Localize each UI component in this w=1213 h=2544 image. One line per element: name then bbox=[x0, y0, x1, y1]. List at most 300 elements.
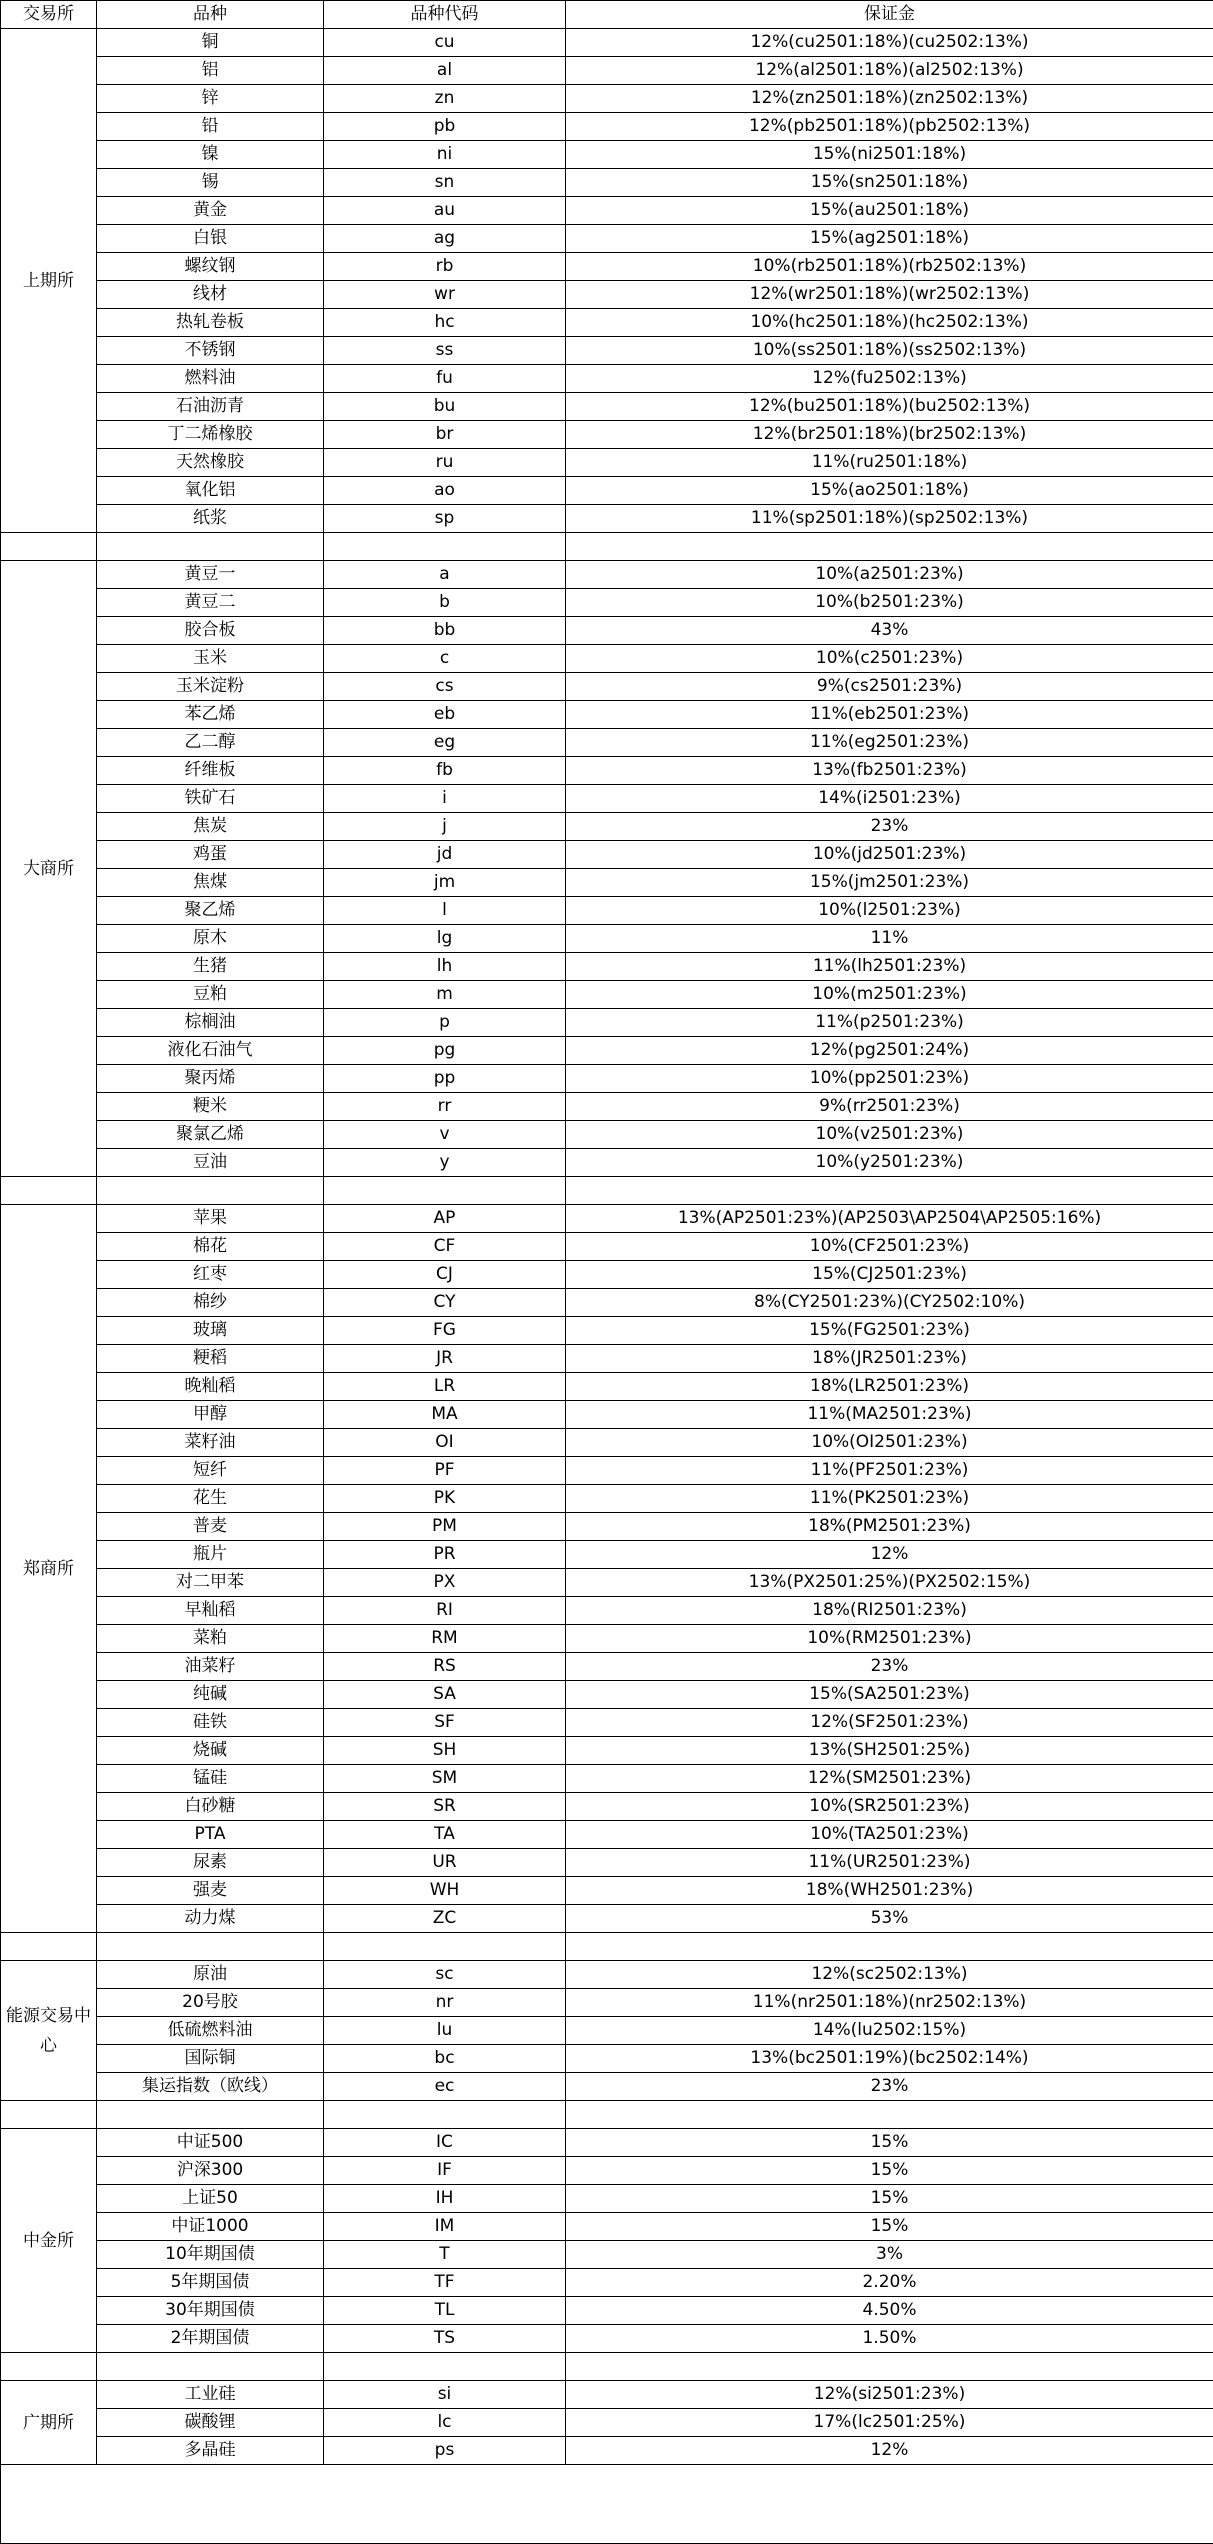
table-row bbox=[1, 953, 1213, 981]
table-row bbox=[1, 2297, 1213, 2325]
table-row bbox=[1, 1989, 1213, 2017]
margin-cell: 18%(JR2501:23%) bbox=[566, 1345, 1213, 1373]
empty-cell bbox=[566, 2353, 1213, 2381]
variety-cell: 不锈钢 bbox=[97, 337, 324, 365]
table-row bbox=[1, 2129, 1213, 2157]
margin-cell: 10%(b2501:23%) bbox=[566, 589, 1213, 617]
variety-cell: 豆油 bbox=[97, 1149, 324, 1177]
variety-cell: 铝 bbox=[97, 57, 324, 85]
empty-cell bbox=[566, 2101, 1213, 2129]
table-row bbox=[1, 2213, 1213, 2241]
margin-cell: 2.20% bbox=[566, 2269, 1213, 2297]
margin-cell: 15% bbox=[566, 2213, 1213, 2241]
code-cell: rb bbox=[324, 253, 566, 281]
table-row bbox=[1, 925, 1213, 953]
margin-cell: 12%(fu2502:13%) bbox=[566, 365, 1213, 393]
variety-cell: 尿素 bbox=[97, 1849, 324, 1877]
table-row bbox=[1, 1905, 1213, 1933]
margin-cell: 11%(p2501:23%) bbox=[566, 1009, 1213, 1037]
margin-cell: 10%(TA2501:23%) bbox=[566, 1821, 1213, 1849]
code-cell: p bbox=[324, 1009, 566, 1037]
code-cell: eg bbox=[324, 729, 566, 757]
code-cell: sc bbox=[324, 1961, 566, 1989]
table-row bbox=[1, 1261, 1213, 1289]
table-row bbox=[1, 2325, 1213, 2353]
variety-cell: 10年期国债 bbox=[97, 2241, 324, 2269]
table-row bbox=[1, 85, 1213, 113]
code-cell: PM bbox=[324, 1513, 566, 1541]
table-row bbox=[1, 309, 1213, 337]
margin-cell: 15%(au2501:18%) bbox=[566, 197, 1213, 225]
margin-table-body bbox=[1, 1, 1213, 2544]
table-row bbox=[1, 57, 1213, 85]
margin-cell: 12%(sc2502:13%) bbox=[566, 1961, 1213, 1989]
margin-cell: 13%(fb2501:23%) bbox=[566, 757, 1213, 785]
code-cell: UR bbox=[324, 1849, 566, 1877]
variety-cell: PTA bbox=[97, 1821, 324, 1849]
margin-cell: 11%(sp2501:18%)(sp2502:13%) bbox=[566, 505, 1213, 533]
code-cell: hc bbox=[324, 309, 566, 337]
variety-cell: 丁二烯橡胶 bbox=[97, 421, 324, 449]
code-cell: y bbox=[324, 1149, 566, 1177]
exchange-cell: 大商所 bbox=[1, 561, 97, 1177]
table-row bbox=[1, 1149, 1213, 1177]
variety-cell: 线材 bbox=[97, 281, 324, 309]
margin-cell: 15%(CJ2501:23%) bbox=[566, 1261, 1213, 1289]
code-cell: PK bbox=[324, 1485, 566, 1513]
empty-cell bbox=[1, 533, 97, 561]
table-row bbox=[1, 29, 1213, 57]
empty-cell bbox=[566, 1177, 1213, 1205]
variety-cell: 鸡蛋 bbox=[97, 841, 324, 869]
code-cell: b bbox=[324, 589, 566, 617]
table-row bbox=[1, 1233, 1213, 1261]
empty-cell bbox=[1, 1177, 97, 1205]
margin-cell: 10%(y2501:23%) bbox=[566, 1149, 1213, 1177]
table-row bbox=[1, 1513, 1213, 1541]
code-cell: ss bbox=[324, 337, 566, 365]
separator-row bbox=[1, 2353, 1213, 2381]
table-row bbox=[1, 1317, 1213, 1345]
code-cell: cs bbox=[324, 673, 566, 701]
variety-cell: 螺纹钢 bbox=[97, 253, 324, 281]
table-row bbox=[1, 2437, 1213, 2465]
margin-cell: 12%(pg2501:24%) bbox=[566, 1037, 1213, 1065]
variety-cell: 氧化铝 bbox=[97, 477, 324, 505]
variety-cell: 上证50 bbox=[97, 2185, 324, 2213]
code-cell: j bbox=[324, 813, 566, 841]
empty-cell bbox=[1, 2353, 97, 2381]
margin-cell: 11%(PK2501:23%) bbox=[566, 1485, 1213, 1513]
margin-cell: 11%(nr2501:18%)(nr2502:13%) bbox=[566, 1989, 1213, 2017]
code-cell: l bbox=[324, 897, 566, 925]
margin-cell: 11%(MA2501:23%) bbox=[566, 1401, 1213, 1429]
code-cell: zn bbox=[324, 85, 566, 113]
margin-cell: 23% bbox=[566, 1653, 1213, 1681]
code-cell: bc bbox=[324, 2045, 566, 2073]
margin-cell: 15%(jm2501:23%) bbox=[566, 869, 1213, 897]
variety-cell: 天然橡胶 bbox=[97, 449, 324, 477]
variety-cell: 聚乙烯 bbox=[97, 897, 324, 925]
code-cell: wr bbox=[324, 281, 566, 309]
variety-cell: 锌 bbox=[97, 85, 324, 113]
table-row bbox=[1, 2269, 1213, 2297]
margin-cell: 15%(SA2501:23%) bbox=[566, 1681, 1213, 1709]
code-cell: IC bbox=[324, 2129, 566, 2157]
empty-cell bbox=[324, 1933, 566, 1961]
code-cell: jm bbox=[324, 869, 566, 897]
table-row bbox=[1, 2241, 1213, 2269]
margin-cell: 12%(al2501:18%)(al2502:13%) bbox=[566, 57, 1213, 85]
table-row bbox=[1, 1093, 1213, 1121]
table-row bbox=[1, 1037, 1213, 1065]
table-row bbox=[1, 561, 1213, 589]
margin-cell: 15%(FG2501:23%) bbox=[566, 1317, 1213, 1345]
code-cell: ni bbox=[324, 141, 566, 169]
code-cell: br bbox=[324, 421, 566, 449]
variety-cell: 燃料油 bbox=[97, 365, 324, 393]
margin-cell: 10%(CF2501:23%) bbox=[566, 1233, 1213, 1261]
variety-cell: 玻璃 bbox=[97, 1317, 324, 1345]
table-row bbox=[1, 197, 1213, 225]
empty-cell bbox=[324, 1177, 566, 1205]
margin-cell: 11%(PF2501:23%) bbox=[566, 1457, 1213, 1485]
table-row bbox=[1, 393, 1213, 421]
code-cell: CY bbox=[324, 1289, 566, 1317]
exchange-cell: 郑商所 bbox=[1, 1205, 97, 1933]
margin-cell: 23% bbox=[566, 813, 1213, 841]
code-cell: SF bbox=[324, 1709, 566, 1737]
code-cell: OI bbox=[324, 1429, 566, 1457]
margin-cell: 11%(UR2501:23%) bbox=[566, 1849, 1213, 1877]
margin-cell: 3% bbox=[566, 2241, 1213, 2269]
empty-cell bbox=[97, 533, 324, 561]
margin-cell: 43% bbox=[566, 617, 1213, 645]
table-row bbox=[1, 1373, 1213, 1401]
code-cell: lc bbox=[324, 2409, 566, 2437]
variety-cell: 油菜籽 bbox=[97, 1653, 324, 1681]
variety-cell: 黄金 bbox=[97, 197, 324, 225]
variety-cell: 生猪 bbox=[97, 953, 324, 981]
code-cell: m bbox=[324, 981, 566, 1009]
table-row bbox=[1, 1849, 1213, 1877]
margin-cell: 11%(eb2501:23%) bbox=[566, 701, 1213, 729]
margin-cell: 15% bbox=[566, 2185, 1213, 2213]
table-row bbox=[1, 1205, 1213, 1233]
margin-cell: 12%(cu2501:18%)(cu2502:13%) bbox=[566, 29, 1213, 57]
exchange-cell: 广期所 bbox=[1, 2381, 97, 2465]
margin-cell: 11%(eg2501:23%) bbox=[566, 729, 1213, 757]
variety-cell: 动力煤 bbox=[97, 1905, 324, 1933]
table-row bbox=[1, 1709, 1213, 1737]
code-cell: ec bbox=[324, 2073, 566, 2101]
margin-cell: 10%(OI2501:23%) bbox=[566, 1429, 1213, 1457]
table-row bbox=[1, 421, 1213, 449]
table-row bbox=[1, 645, 1213, 673]
margin-cell: 10%(pp2501:23%) bbox=[566, 1065, 1213, 1093]
margin-cell: 18%(PM2501:23%) bbox=[566, 1513, 1213, 1541]
code-cell: JR bbox=[324, 1345, 566, 1373]
margin-cell: 12%(pb2501:18%)(pb2502:13%) bbox=[566, 113, 1213, 141]
variety-cell: 白砂糖 bbox=[97, 1793, 324, 1821]
table-row bbox=[1, 1737, 1213, 1765]
code-cell: IH bbox=[324, 2185, 566, 2213]
table-row bbox=[1, 1065, 1213, 1093]
code-cell: RI bbox=[324, 1597, 566, 1625]
margin-cell: 15%(ao2501:18%) bbox=[566, 477, 1213, 505]
code-cell: rr bbox=[324, 1093, 566, 1121]
variety-cell: 铁矿石 bbox=[97, 785, 324, 813]
code-cell: sn bbox=[324, 169, 566, 197]
separator-row bbox=[1, 2101, 1213, 2129]
empty-cell bbox=[97, 1933, 324, 1961]
table-row bbox=[1, 1541, 1213, 1569]
variety-cell: 硅铁 bbox=[97, 1709, 324, 1737]
margin-cell: 12% bbox=[566, 2437, 1213, 2465]
variety-cell: 玉米淀粉 bbox=[97, 673, 324, 701]
variety-cell: 纯碱 bbox=[97, 1681, 324, 1709]
margin-cell: 11%(lh2501:23%) bbox=[566, 953, 1213, 981]
variety-cell: 原油 bbox=[97, 1961, 324, 1989]
code-cell: PX bbox=[324, 1569, 566, 1597]
code-cell: IF bbox=[324, 2157, 566, 2185]
table-row bbox=[1, 2045, 1213, 2073]
code-cell: SH bbox=[324, 1737, 566, 1765]
code-cell: FG bbox=[324, 1317, 566, 1345]
code-cell: MA bbox=[324, 1401, 566, 1429]
empty-cell bbox=[97, 2353, 324, 2381]
table-row bbox=[1, 1457, 1213, 1485]
variety-cell: 苹果 bbox=[97, 1205, 324, 1233]
code-cell: LR bbox=[324, 1373, 566, 1401]
table-row bbox=[1, 113, 1213, 141]
table-row bbox=[1, 1401, 1213, 1429]
margin-cell: 23% bbox=[566, 2073, 1213, 2101]
separator-row bbox=[1, 533, 1213, 561]
header-margin: 保证金 bbox=[566, 1, 1213, 29]
table-row bbox=[1, 1653, 1213, 1681]
variety-cell: 晚籼稻 bbox=[97, 1373, 324, 1401]
table-row bbox=[1, 1793, 1213, 1821]
variety-cell: 石油沥青 bbox=[97, 393, 324, 421]
code-cell: lu bbox=[324, 2017, 566, 2045]
table-row bbox=[1, 169, 1213, 197]
variety-cell: 工业硅 bbox=[97, 2381, 324, 2409]
empty-cell bbox=[566, 533, 1213, 561]
table-row bbox=[1, 785, 1213, 813]
empty-cell bbox=[1, 2101, 97, 2129]
table-row bbox=[1, 1821, 1213, 1849]
variety-cell: 红枣 bbox=[97, 1261, 324, 1289]
table-row bbox=[1, 1597, 1213, 1625]
table-row bbox=[1, 365, 1213, 393]
table-row bbox=[1, 1485, 1213, 1513]
header-variety: 品种 bbox=[97, 1, 324, 29]
code-cell: AP bbox=[324, 1205, 566, 1233]
variety-cell: 豆粕 bbox=[97, 981, 324, 1009]
margin-cell: 11%(ru2501:18%) bbox=[566, 449, 1213, 477]
margin-cell: 12%(br2501:18%)(br2502:13%) bbox=[566, 421, 1213, 449]
margin-cell: 10%(v2501:23%) bbox=[566, 1121, 1213, 1149]
variety-cell: 20号胶 bbox=[97, 1989, 324, 2017]
code-cell: RS bbox=[324, 1653, 566, 1681]
margin-cell: 17%(lc2501:25%) bbox=[566, 2409, 1213, 2437]
variety-cell: 5年期国债 bbox=[97, 2269, 324, 2297]
exchange-cell: 能源交易中心 bbox=[1, 1961, 97, 2101]
table-row bbox=[1, 813, 1213, 841]
table-row bbox=[1, 1009, 1213, 1037]
variety-cell: 锡 bbox=[97, 169, 324, 197]
code-cell: pp bbox=[324, 1065, 566, 1093]
code-cell: TA bbox=[324, 1821, 566, 1849]
table-row bbox=[1, 2409, 1213, 2437]
margin-cell: 13%(bc2501:19%)(bc2502:14%) bbox=[566, 2045, 1213, 2073]
table-row bbox=[1, 1345, 1213, 1373]
margin-cell: 15% bbox=[566, 2129, 1213, 2157]
margin-cell: 9%(cs2501:23%) bbox=[566, 673, 1213, 701]
exchange-cell: 中金所 bbox=[1, 2129, 97, 2353]
code-cell: al bbox=[324, 57, 566, 85]
margin-cell: 11% bbox=[566, 925, 1213, 953]
separator-row bbox=[1, 1177, 1213, 1205]
table-row bbox=[1, 477, 1213, 505]
code-cell: TL bbox=[324, 2297, 566, 2325]
code-cell: ru bbox=[324, 449, 566, 477]
table-row bbox=[1, 225, 1213, 253]
code-cell: lg bbox=[324, 925, 566, 953]
margin-cell: 12%(zn2501:18%)(zn2502:13%) bbox=[566, 85, 1213, 113]
variety-cell: 中证1000 bbox=[97, 2213, 324, 2241]
margin-cell: 10%(a2501:23%) bbox=[566, 561, 1213, 589]
table-row bbox=[1, 729, 1213, 757]
margin-cell: 18%(RI2501:23%) bbox=[566, 1597, 1213, 1625]
header-exchange: 交易所 bbox=[1, 1, 97, 29]
table-row bbox=[1, 1121, 1213, 1149]
margin-cell: 53% bbox=[566, 1905, 1213, 1933]
code-cell: TS bbox=[324, 2325, 566, 2353]
code-cell: au bbox=[324, 197, 566, 225]
variety-cell: 对二甲苯 bbox=[97, 1569, 324, 1597]
margin-cell: 12%(wr2501:18%)(wr2502:13%) bbox=[566, 281, 1213, 309]
empty-cell bbox=[97, 2101, 324, 2129]
margin-cell: 18%(WH2501:23%) bbox=[566, 1877, 1213, 1905]
table-row bbox=[1, 1765, 1213, 1793]
empty-cell bbox=[566, 1933, 1213, 1961]
variety-cell: 镍 bbox=[97, 141, 324, 169]
code-cell: ps bbox=[324, 2437, 566, 2465]
variety-cell: 焦煤 bbox=[97, 869, 324, 897]
margin-cell: 18%(LR2501:23%) bbox=[566, 1373, 1213, 1401]
table-row bbox=[1, 505, 1213, 533]
variety-cell: 原木 bbox=[97, 925, 324, 953]
variety-cell: 菜粕 bbox=[97, 1625, 324, 1653]
margin-cell: 10%(RM2501:23%) bbox=[566, 1625, 1213, 1653]
code-cell: sp bbox=[324, 505, 566, 533]
variety-cell: 锰硅 bbox=[97, 1765, 324, 1793]
code-cell: a bbox=[324, 561, 566, 589]
table-row bbox=[1, 141, 1213, 169]
variety-cell: 粳米 bbox=[97, 1093, 324, 1121]
variety-cell: 短纤 bbox=[97, 1457, 324, 1485]
code-cell: bb bbox=[324, 617, 566, 645]
variety-cell: 烧碱 bbox=[97, 1737, 324, 1765]
margin-cell: 13%(AP2501:23%)(AP2503\AP2504\AP2505:16%) bbox=[566, 1205, 1213, 1233]
empty-cell bbox=[324, 2101, 566, 2129]
header-row bbox=[1, 1, 1213, 29]
margin-cell: 12%(si2501:23%) bbox=[566, 2381, 1213, 2409]
variety-cell: 碳酸锂 bbox=[97, 2409, 324, 2437]
table-row bbox=[1, 2157, 1213, 2185]
code-cell: ag bbox=[324, 225, 566, 253]
margin-cell: 13%(PX2501:25%)(PX2502:15%) bbox=[566, 1569, 1213, 1597]
variety-cell: 早籼稻 bbox=[97, 1597, 324, 1625]
variety-cell: 纤维板 bbox=[97, 757, 324, 785]
variety-cell: 棕榈油 bbox=[97, 1009, 324, 1037]
code-cell: ZC bbox=[324, 1905, 566, 1933]
code-cell: fb bbox=[324, 757, 566, 785]
margin-cell: 10%(c2501:23%) bbox=[566, 645, 1213, 673]
code-cell: CF bbox=[324, 1233, 566, 1261]
code-cell: TF bbox=[324, 2269, 566, 2297]
code-cell: si bbox=[324, 2381, 566, 2409]
code-cell: WH bbox=[324, 1877, 566, 1905]
margin-cell: 10%(l2501:23%) bbox=[566, 897, 1213, 925]
code-cell: PF bbox=[324, 1457, 566, 1485]
variety-cell: 菜籽油 bbox=[97, 1429, 324, 1457]
header-code: 品种代码 bbox=[324, 1, 566, 29]
variety-cell: 低硫燃料油 bbox=[97, 2017, 324, 2045]
variety-cell: 聚氯乙烯 bbox=[97, 1121, 324, 1149]
table-row bbox=[1, 841, 1213, 869]
table-row bbox=[1, 2073, 1213, 2101]
code-cell: PR bbox=[324, 1541, 566, 1569]
table-row bbox=[1, 897, 1213, 925]
variety-cell: 白银 bbox=[97, 225, 324, 253]
table-row bbox=[1, 673, 1213, 701]
margin-cell: 10%(m2501:23%) bbox=[566, 981, 1213, 1009]
code-cell: cu bbox=[324, 29, 566, 57]
margin-cell: 14%(lu2502:15%) bbox=[566, 2017, 1213, 2045]
table-row bbox=[1, 869, 1213, 897]
margin-cell: 12%(bu2501:18%)(bu2502:13%) bbox=[566, 393, 1213, 421]
table-row bbox=[1, 1569, 1213, 1597]
variety-cell: 纸浆 bbox=[97, 505, 324, 533]
margin-cell: 8%(CY2501:23%)(CY2502:10%) bbox=[566, 1289, 1213, 1317]
code-cell: IM bbox=[324, 2213, 566, 2241]
empty-cell bbox=[324, 2353, 566, 2381]
margin-cell: 10%(jd2501:23%) bbox=[566, 841, 1213, 869]
code-cell: CJ bbox=[324, 1261, 566, 1289]
variety-cell: 中证500 bbox=[97, 2129, 324, 2157]
code-cell: lh bbox=[324, 953, 566, 981]
margin-cell: 10%(hc2501:18%)(hc2502:13%) bbox=[566, 309, 1213, 337]
code-cell: pg bbox=[324, 1037, 566, 1065]
variety-cell: 铜 bbox=[97, 29, 324, 57]
variety-cell: 胶合板 bbox=[97, 617, 324, 645]
variety-cell: 焦炭 bbox=[97, 813, 324, 841]
code-cell: eb bbox=[324, 701, 566, 729]
code-cell: pb bbox=[324, 113, 566, 141]
margin-cell: 12% bbox=[566, 1541, 1213, 1569]
code-cell: ao bbox=[324, 477, 566, 505]
empty-cell bbox=[1, 1933, 97, 1961]
margin-cell: 1.50% bbox=[566, 2325, 1213, 2353]
margin-cell: 14%(i2501:23%) bbox=[566, 785, 1213, 813]
variety-cell: 普麦 bbox=[97, 1513, 324, 1541]
variety-cell: 铅 bbox=[97, 113, 324, 141]
separator-row bbox=[1, 1933, 1213, 1961]
variety-cell: 甲醇 bbox=[97, 1401, 324, 1429]
